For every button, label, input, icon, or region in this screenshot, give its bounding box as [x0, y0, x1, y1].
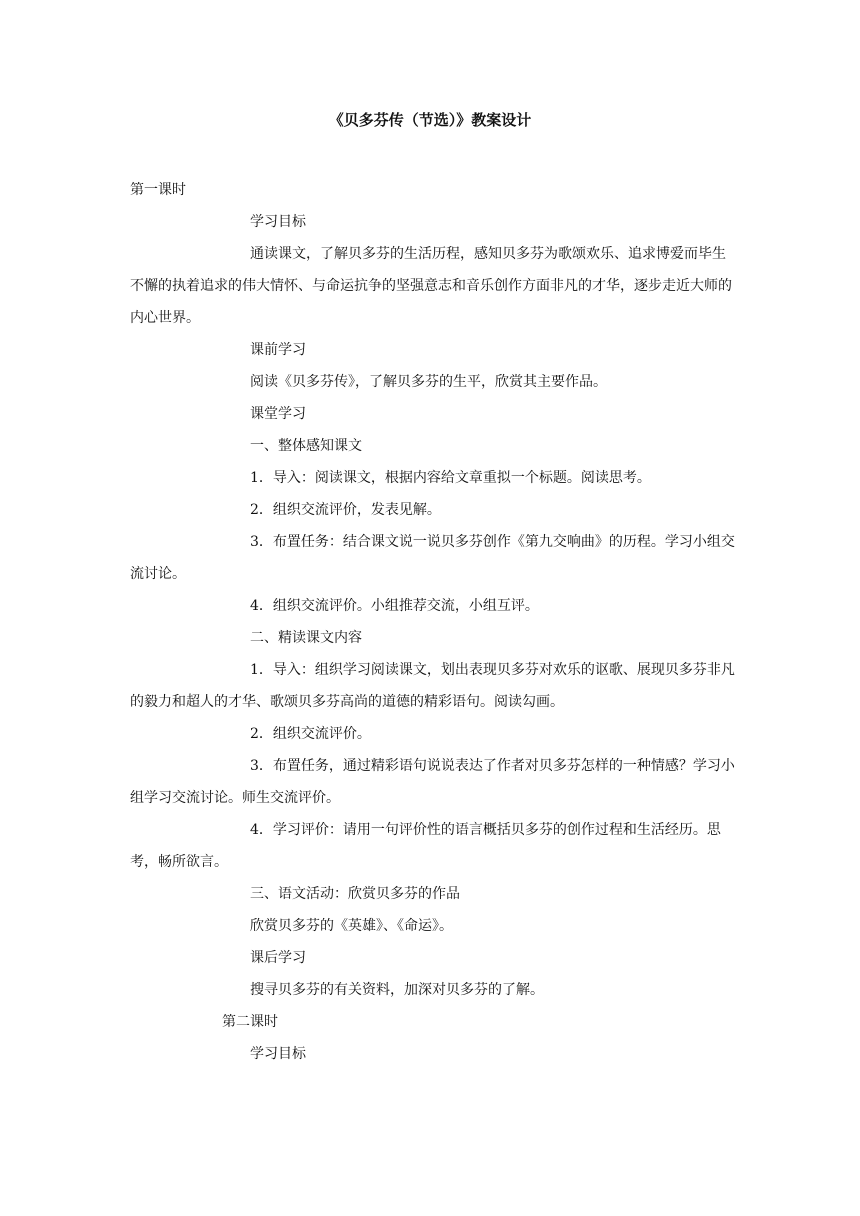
- subheading-pre-class: 课前学习: [250, 342, 306, 358]
- section-heading-lesson-2: 第二课时: [222, 1014, 278, 1030]
- document-title: 《贝多芬传（节选）》教案设计: [328, 111, 532, 129]
- document-body: [130, 174, 735, 1070]
- subheading-part-1: 一、整体感知课文: [250, 438, 362, 454]
- paragraph-after-class: 搜寻贝多芬的有关资料，加深对贝多芬的了解。: [250, 982, 544, 998]
- subheading-after-class: 课后学习: [250, 950, 306, 966]
- paragraph-pre-class: 阅读《贝多芬传》，了解贝多芬的生平，欣赏其主要作品。: [250, 374, 607, 390]
- subheading-learning-goals: 学习目标: [250, 214, 306, 230]
- paragraph-goals: 通读课文，了解贝多芬的生活历程，感知贝多芬为歌颂欢乐、追求博爱而毕生不懈的执着追求的伟大情怀、与命运抗争的坚强意志和音乐创作方面非凡的才华，逐步走近大师的内心世界。: [130, 246, 732, 326]
- list-item-1-2: 2．组织交流评价，发表见解。: [250, 502, 441, 518]
- subheading-part-3: 三、语文活动：欣赏贝多芬的作品: [250, 886, 460, 902]
- list-item-1-4: 4．组织交流评价。小组推荐交流，小组互评。: [250, 598, 539, 614]
- subheading-part-2: 二、精读课文内容: [250, 630, 362, 646]
- list-item-2-1: 1．导入：组织学习阅读课文，划出表现贝多芬对欢乐的讴歌、展现贝多芬非凡的毅力和超人的才华、歌颂贝多芬高尚的道德的精彩语句。阅读勾画。: [130, 662, 735, 710]
- list-item-2-3: 3．布置任务，通过精彩语句说说表达了作者对贝多芬怎样的一种情感？学习小组学习交流讨论。师生交流评价。: [130, 758, 735, 806]
- list-item-2-2: 2．组织交流评价。: [250, 726, 371, 742]
- paragraph-appreciation: 欣赏贝多芬的《英雄》、《命运》。: [250, 918, 453, 934]
- list-item-1-3: 3．布置任务：结合课文说一说贝多芬创作《第九交响曲》的历程。学习小组交流讨论。: [130, 534, 735, 582]
- subheading-in-class: 课堂学习: [250, 406, 306, 422]
- list-item-2-4: 4．学习评价：请用一句评价性的语言概括贝多芬的创作过程和生活经历。思考，畅所欲言。: [130, 822, 721, 870]
- list-item-1-1: 1．导入：阅读课文，根据内容给文章重拟一个标题。阅读思考。: [250, 470, 651, 486]
- section-heading-lesson-1: 第一课时: [130, 182, 186, 198]
- subheading-learning-goals-2: 学习目标: [250, 1046, 306, 1062]
